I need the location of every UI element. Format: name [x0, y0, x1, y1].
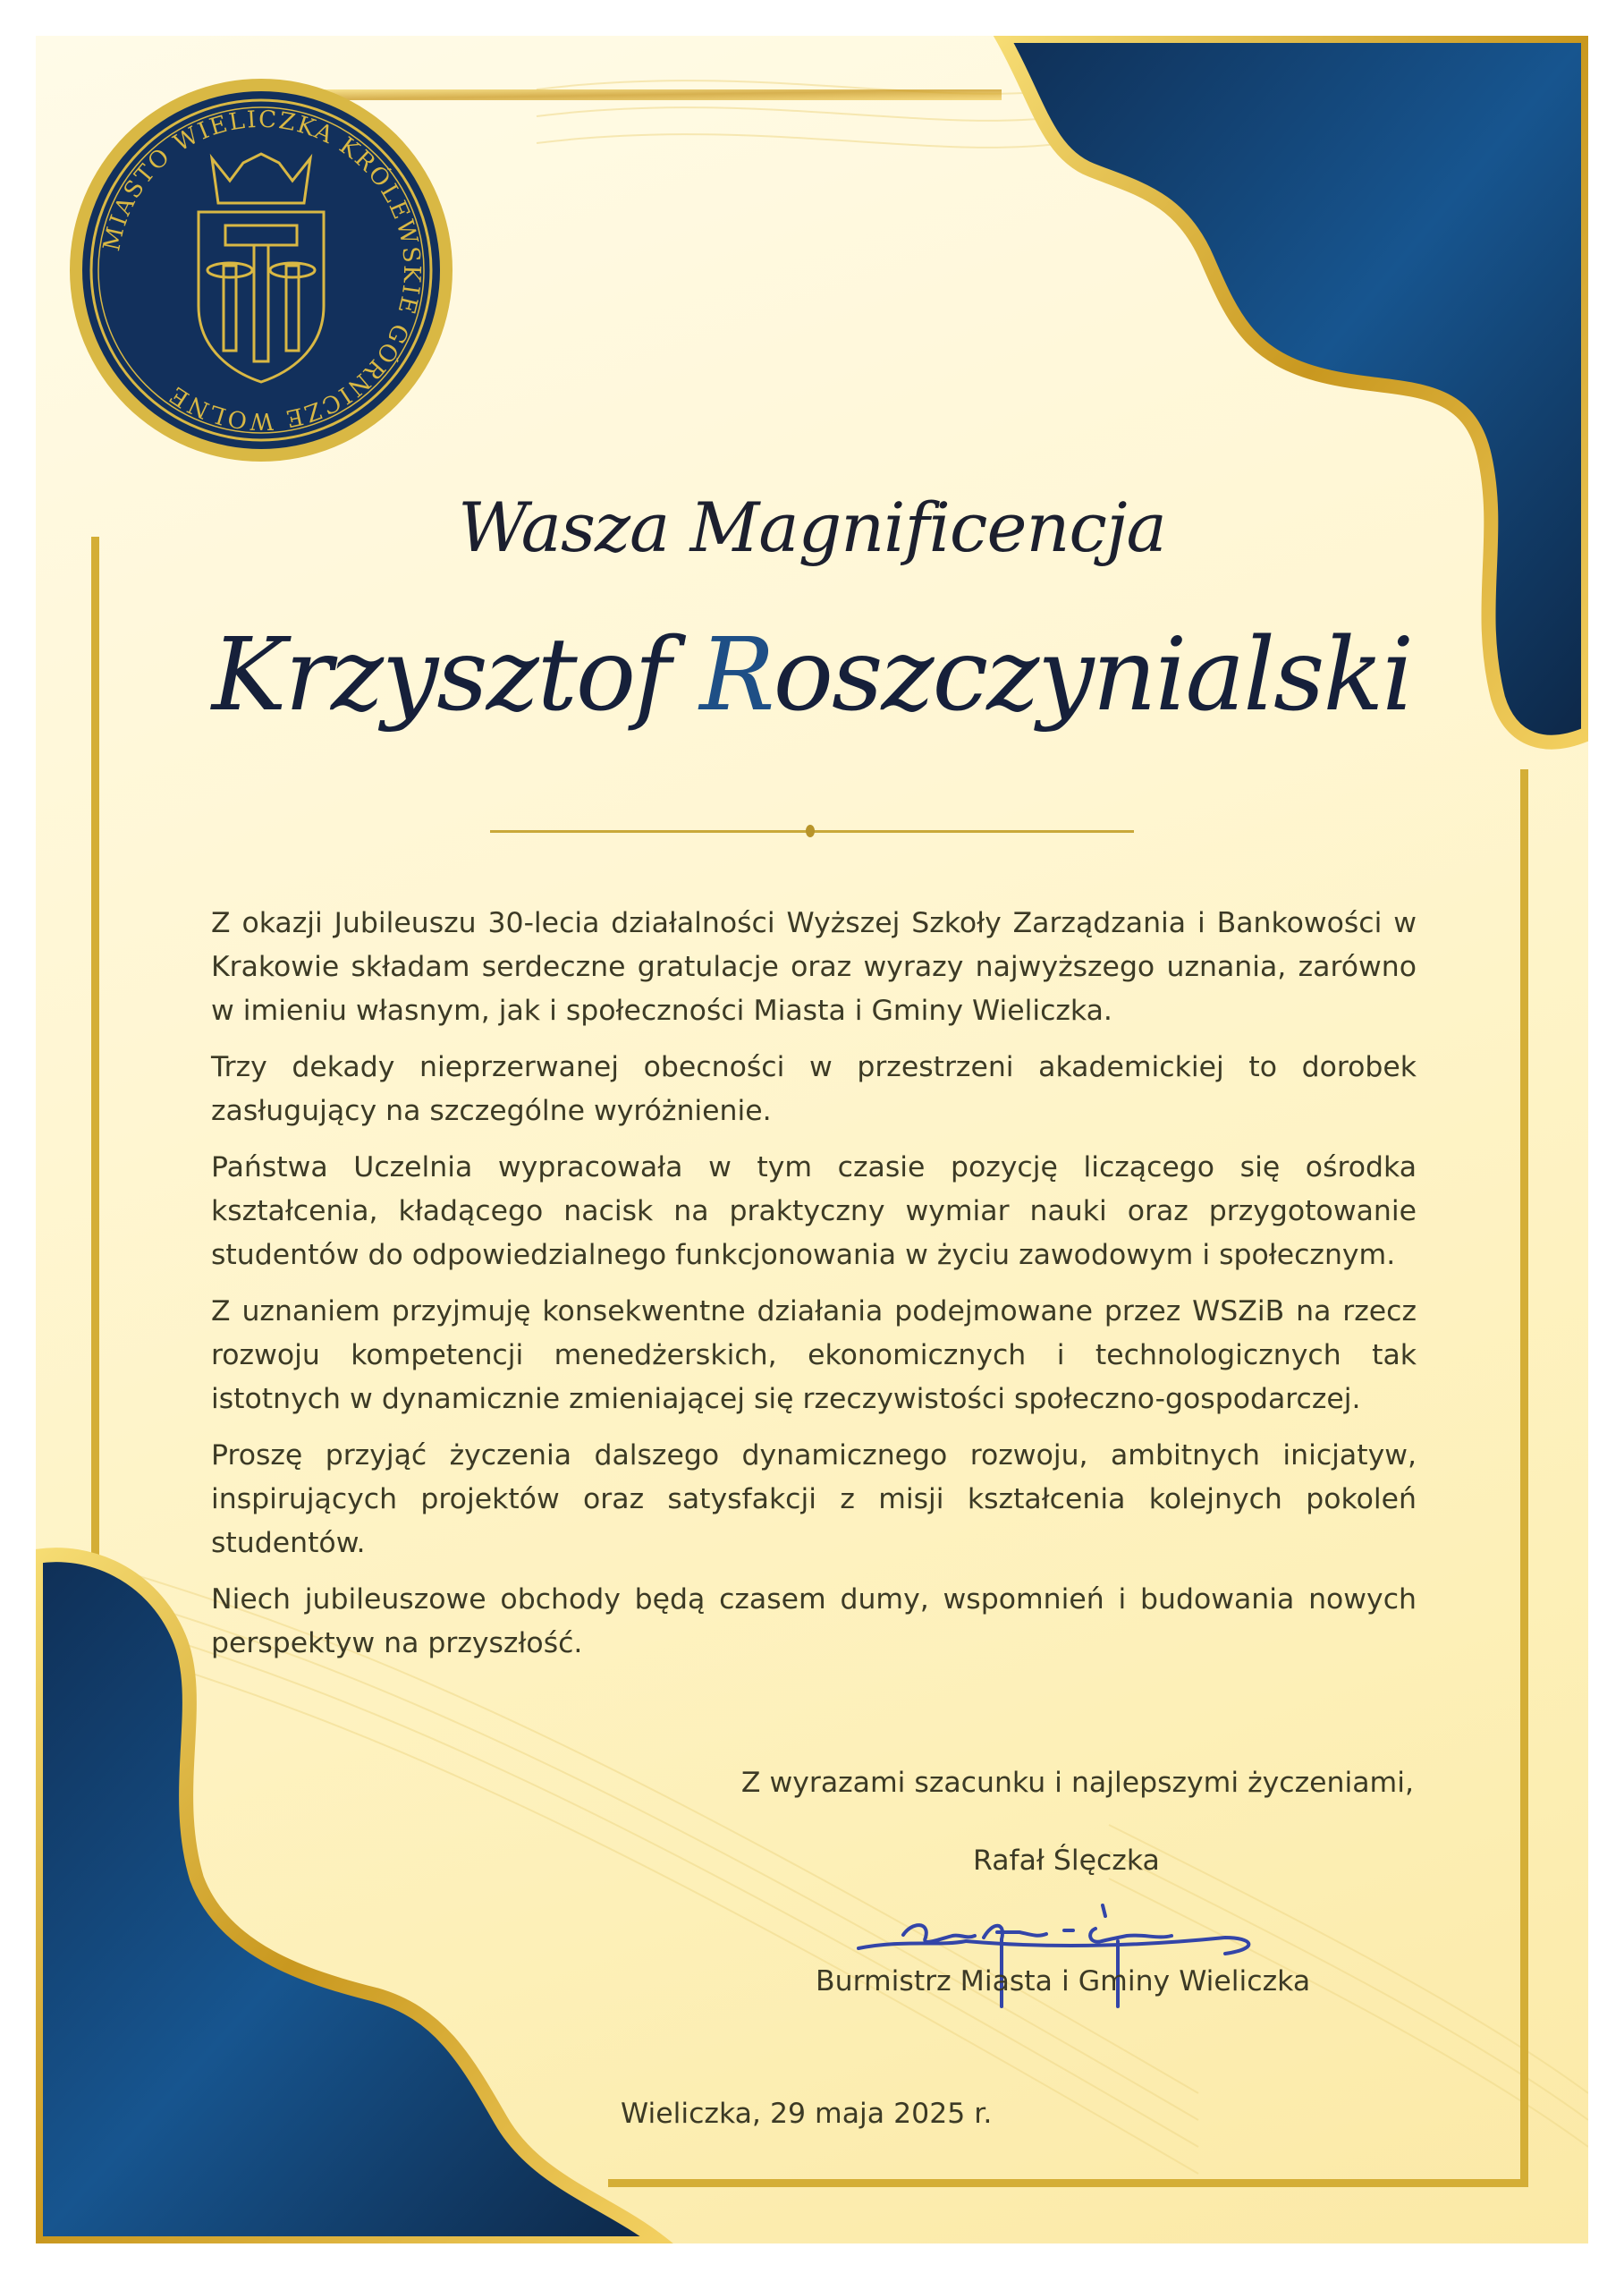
wieliczka-seal: [64, 73, 458, 467]
seal-text: MIASTO WIELICZKA KRÓLEWSKIE GÓRNICZE WOLNE: [98, 106, 426, 435]
signer-name: Rafał Ślęczka: [973, 1845, 1160, 1877]
salutation: Wasza Magnificencja: [458, 488, 1166, 567]
divider-dot: [806, 825, 815, 837]
body-paragraph: Państwa Uczelnia wypracowała w tym czasie pozycję liczącego się ośrodka kształcenia, kładącego nacisk na praktyczny wymiar nauki oraz przygotowanie studentów do odpowiedzialnego funkcjonowania w życiu zawodowym i społecznym.: [211, 1151, 1417, 1271]
body-paragraph: Proszę przyjąć życzenia dalszego dynamicznego rozwoju, ambitnych inicjatyw, inspirujących projektów oraz satysfakcji z misji kształcenia kolejnych pokoleń studentów.: [211, 1439, 1417, 1559]
frame-bottom-line: [608, 2179, 1528, 2187]
letter-body: [211, 902, 1417, 1678]
signer-title: Burmistrz Miasta i Gminy Wieliczka: [816, 1965, 1311, 1997]
body-paragraph: Niech jubileuszowe obchody będą czasem dumy, wspomnień i budowania nowych perspektyw na przyszłość.: [211, 1583, 1417, 1659]
body-paragraph: Trzy dekady nieprzerwanej obecności w przestrzeni akademickiej to dorobek zasługujący na szczególne wyróżnienie.: [211, 1051, 1417, 1127]
recipient-name: [0, 617, 1624, 734]
frame-right-line: [1520, 769, 1528, 2187]
closing-line: Z wyrazami szacunku i najlepszymi życzeniami,: [740, 1767, 1414, 1799]
body-paragraph: Z uznaniem przyjmuję konsekwentne działania podejmowane przez WSZiB na rzecz rozwoju kompetencji menedżerskich, ekonomicznych i technologicznych tak istotnych w dynamicznie zmieniającej się rzeczywistości społeczno-gospodarczej.: [211, 1295, 1417, 1415]
recipient-first-name: Krzysztof: [211, 617, 670, 734]
recipient-last-name-initial: R: [699, 617, 774, 734]
recipient-last-name-rest: oszczynialski: [773, 617, 1413, 734]
place-and-date: Wieliczka, 29 maja 2025 r.: [621, 2098, 993, 2130]
body-paragraph: Z okazji Jubileuszu 30-lecia działalności Wyższej Szkoły Zarządzania i Bankowości w Krakowie składam serdeczne gratulacje oraz wyrazy najwyższego uznania, zarówno w imieniu własnym, jak i społeczności Miasta i Gminy Wieliczka.: [211, 907, 1417, 1027]
